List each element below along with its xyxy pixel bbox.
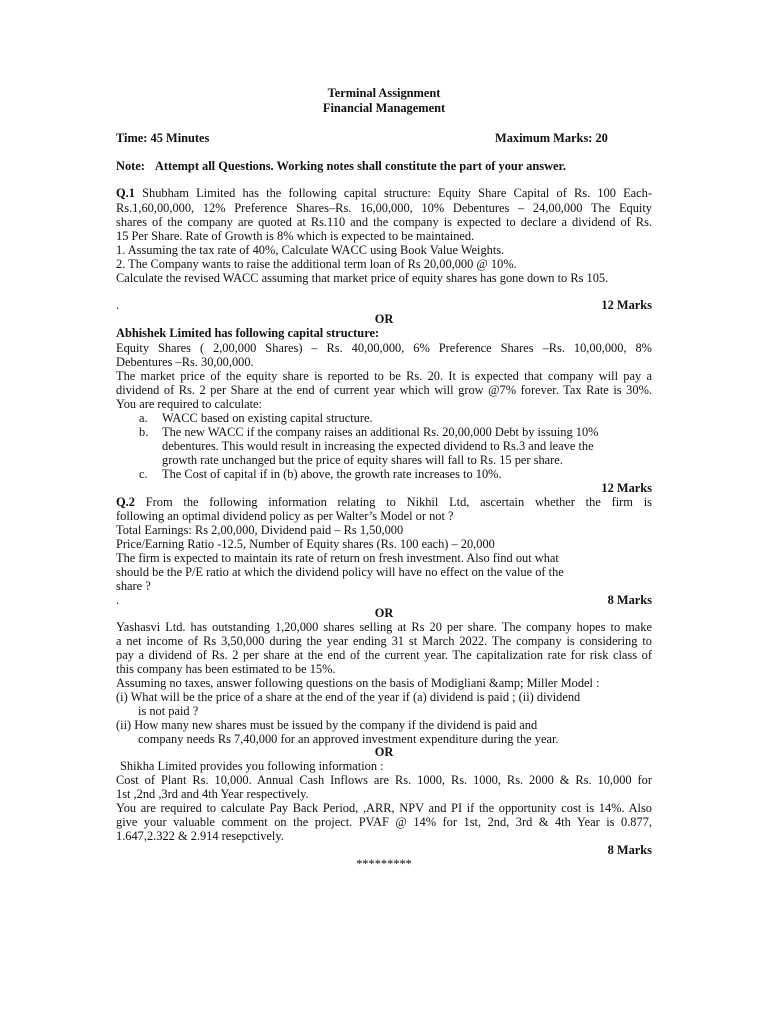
list-marker: b. (139, 425, 149, 439)
list-item-cont: growth rate unchanged but the price of equity shares will fall to Rs. 15 per share. (162, 453, 563, 467)
q2-marks: 8 Marks (607, 593, 652, 607)
q1-line-2: Rs.1,60,00,000, 12% Preference Shares–Rs. 16,00,000, 10% Debentures – 24,00,000 The Equity (116, 201, 652, 215)
q2-line-3: Total Earnings: Rs 2,00,000, Dividend paid – Rs 1,50,000 (116, 523, 404, 537)
q1-alt-line-4: dividend of Rs. 2 per Share at the end of current year which will grow @7% forever. Tax Rate is 30%. (116, 383, 652, 397)
exam-note (116, 159, 652, 174)
note-label: Note: (116, 159, 145, 173)
q2-alt2-line-6: 1.647,2.322 & 2.914 resepctively. (116, 829, 284, 843)
q1-alt-heading: Abhishek Limited has following capital structure: (116, 326, 380, 340)
q2-line-4: Price/Earning Ratio -12.5, Number of Equity shares (Rs. 100 each) – 20,000 (116, 537, 495, 551)
q1-marks: 12 Marks (601, 298, 652, 312)
q2-alt2-line-4: You are required to calculate Pay Back Period, ,ARR, NPV and PI if the opportunity cost is 14%. Also (116, 801, 652, 815)
q2-alt1-line-6: (i) What will be the price of a share at the end of the year if (a) dividend is paid ; (ii) dividend (116, 690, 581, 704)
end-stars: ********* (356, 857, 412, 871)
q1-line-1: Q.1 Shubham Limited has the following capital structure: Equity Share Capital of Rs. 100 Each- (116, 186, 652, 200)
q2-alt1-line-5: Assuming no taxes, answer following questions on the basis of Modigliani &amp; Miller Model : (116, 676, 600, 690)
q2-alt2-line-1: Shikha Limited provides you following information : (120, 759, 384, 773)
list-marker: c. (139, 467, 148, 481)
q1-line-4: 15 Per Share. Rate of Growth is 8% which is expected to be maintained. (116, 229, 475, 243)
list-item: The new WACC if the company raises an additional Rs. 20,00,000 Debt by issuing 10% (162, 425, 599, 439)
q1-line-7: Calculate the revised WACC assuming that market price of equity shares has gone down to Rs 105. (116, 271, 609, 285)
q1-line-3: shares of the company are quoted at Rs.110 and the company is expected to declare a dividend of Rs. (116, 215, 652, 229)
q2-line-7: share ? (116, 579, 151, 593)
q1-alt-line-5: You are required to calculate: (116, 397, 262, 411)
q2-dot: . (116, 593, 120, 607)
q1-alt-line-3: The market price of the equity share is reported to be Rs. 20. It is expected that company will pay a (116, 369, 652, 383)
doc-title: Terminal Assignment (327, 86, 441, 100)
q2-line-2: following an optimal dividend policy as per Walter’s Model or not ? (116, 509, 454, 523)
q2-alt1-line-1: Yashasvi Ltd. has outstanding 1,20,000 shares selling at Rs 20 per share. The company hopes to make (116, 620, 652, 634)
q2-alt1-line-3: pay a dividend of Rs. 2 per share at the end of the current year. The capitalization rate for risk class of (116, 648, 652, 662)
q2-alt2-line-3: 1st ,2nd ,3rd and 4th Year respectively. (116, 787, 309, 801)
q2-line-5: The firm is expected to maintain its rate of return on fresh investment. Also find out what (116, 551, 559, 565)
doc-subtitle: Financial Management (322, 101, 446, 115)
exam-time: Time: 45 Minutes (116, 131, 210, 145)
q2-or-2: OR (374, 745, 394, 759)
q2-or-1: OR (374, 606, 394, 620)
q2-line-6: should be the P/E ratio at which the dividend policy will have no effect on the value of the (116, 565, 564, 579)
q2-alt1-line-2: a net income of Rs 3,50,000 during the year ending 31 st March 2022. The company is considering to (116, 634, 652, 648)
q2-alt1-line-4: this company has been estimated to be 15%. (116, 662, 336, 676)
q2-alt2-line-2: Cost of Plant Rs. 10,000. Annual Cash Inflows are Rs. 1000, Rs. 1000, Rs. 2000 & Rs. 10,000 for (116, 773, 652, 787)
list-item: The Cost of capital if in (b) above, the growth rate increases to 10%. (162, 467, 502, 481)
q1-line-6: 2. The Company wants to raise the additional term loan of Rs 20,00,000 @ 10%. (116, 257, 517, 271)
q1-label: Q.1 (116, 186, 135, 200)
q1-dot: . (116, 298, 120, 312)
q2-final-marks: 8 Marks (607, 843, 652, 857)
exam-max-marks: Maximum Marks: 20 (495, 131, 608, 145)
q1-line-5: 1. Assuming the tax rate of 40%, Calculate WACC using Book Value Weights. (116, 243, 505, 257)
list-item-cont: debentures. This would result in increasing the expected dividend to Rs.3 and leave the (162, 439, 594, 453)
q2-alt1-line-8: (ii) How many new shares must be issued by the company if the dividend is paid and (116, 718, 538, 732)
q2-label: Q.2 (116, 495, 135, 509)
q2-alt1-line-7: is not paid ? (138, 704, 199, 718)
q2-alt1-line-9: company needs Rs 7,40,000 for an approved investment expenditure during the year. (138, 732, 559, 746)
q1-or: OR (374, 312, 394, 326)
q1-alt-marks: 12 Marks (601, 481, 652, 495)
q1-alt-line-2: Debentures –Rs. 30,00,000. (116, 355, 254, 369)
q2-line-1: Q.2 From the following information relating to Nikhil Ltd, ascertain whether the firm is (116, 495, 652, 509)
list-marker: a. (139, 411, 148, 425)
list-item: WACC based on existing capital structure. (162, 411, 373, 425)
q2-alt2-line-5: give your valuable comment on the project. PVAF @ 14% for 1st, 2nd, 3rd & 4th Year is 0.877, (116, 815, 652, 829)
q1-alt-line-1: Equity Shares ( 2,00,000 Shares) – Rs. 40,00,000, 6% Preference Shares –Rs. 10,00,000, 8% (116, 341, 652, 355)
note-text: Attempt all Questions. Working notes shall constitute the part of your answer. (154, 159, 566, 173)
